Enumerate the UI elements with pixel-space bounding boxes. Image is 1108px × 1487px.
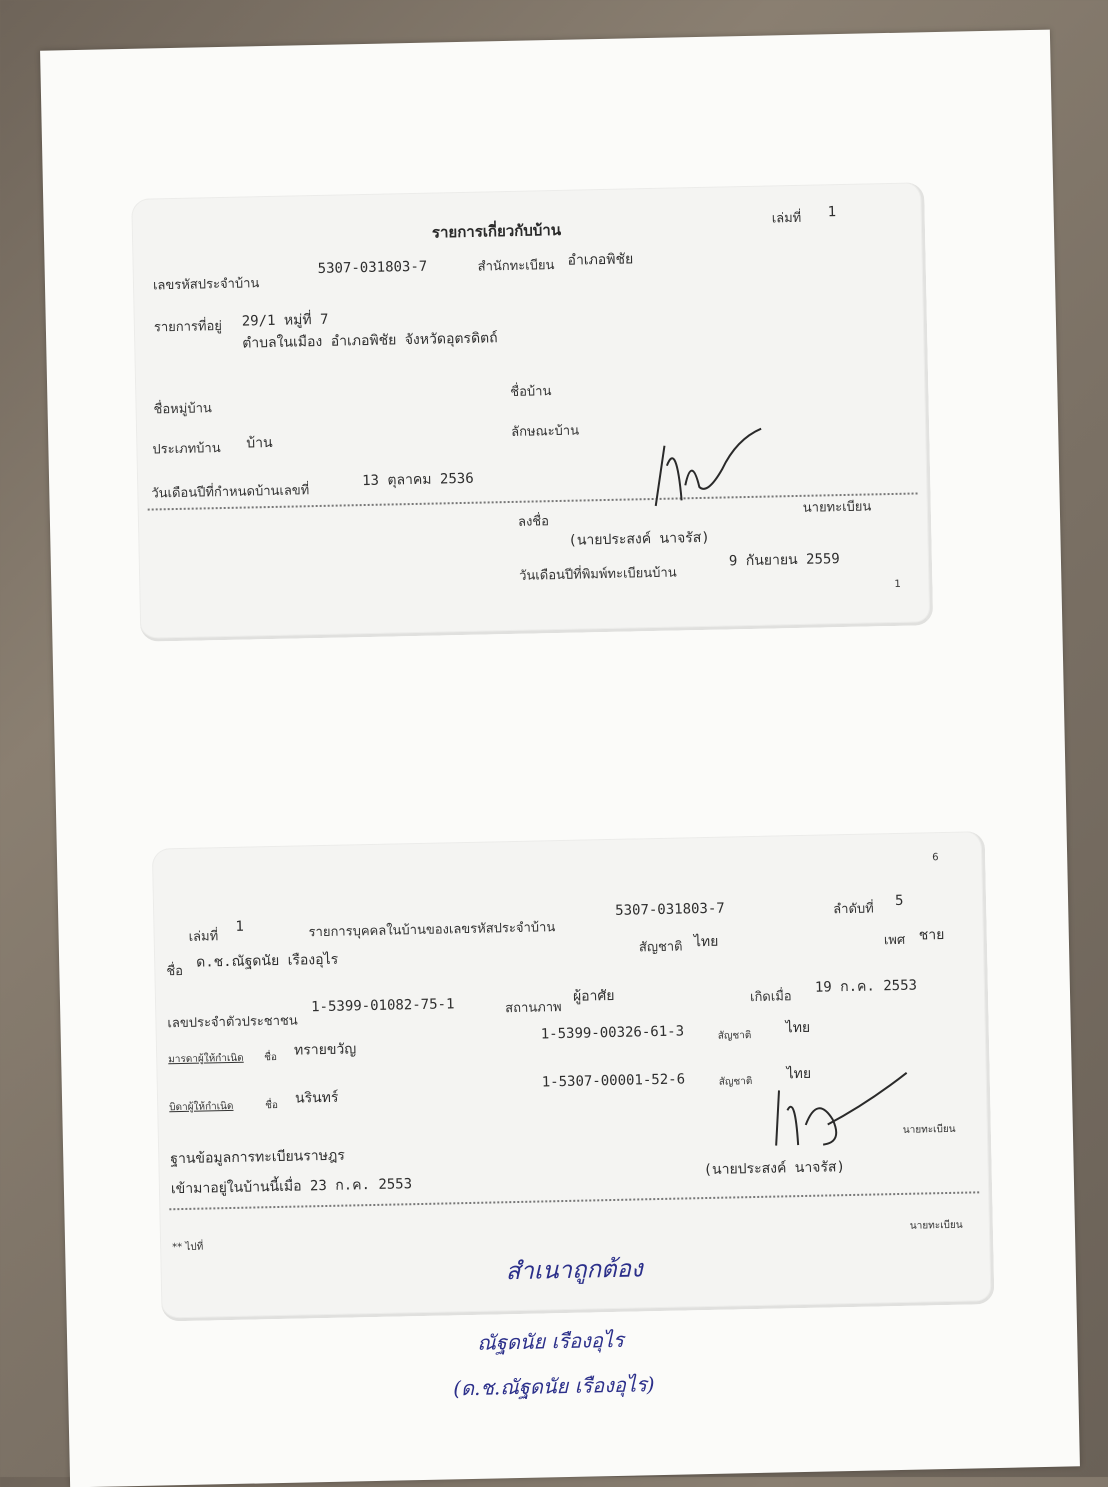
- house-name-label: ชื่อบ้าน: [510, 384, 552, 400]
- house-code: 5307-031803-7: [317, 258, 428, 277]
- house-type-label: ประเภทบ้าน: [152, 441, 221, 458]
- handwritten-signature-full: (ด.ช.ณัฐดนัย เรืองอุไร): [452, 1372, 655, 1401]
- house-feature-label: ลักษณะบ้าน: [511, 423, 580, 440]
- mother-label: มารดาผู้ให้กำเนิด: [168, 1052, 244, 1066]
- sign-label: ลงชื่อ: [517, 514, 550, 530]
- father-name-label: ชื่อ: [265, 1099, 279, 1112]
- father-label: บิดาผู้ให้กำเนิด: [169, 1100, 234, 1114]
- person-details-card: [152, 831, 995, 1321]
- person-registrar-title-bottom: นายทะเบียน: [909, 1219, 963, 1232]
- sex-label: เพศ: [883, 932, 906, 949]
- name-label: ชื่อ: [166, 963, 184, 980]
- date-assigned-label: วันเดือนปีที่กำหนดบ้านเลขที่: [151, 483, 310, 502]
- house-page-no: 1: [894, 578, 901, 590]
- handwritten-signature-name: ณัฐดนัย เรืองอุไร: [476, 1327, 624, 1355]
- born-label: เกิดเมื่อ: [749, 989, 792, 1006]
- village-name-label: ชื่อหมู่บ้าน: [153, 401, 212, 418]
- status: ผู้อาศัย: [572, 987, 615, 1005]
- house-details-card: [131, 182, 933, 642]
- print-date-label: วันเดือนปีที่พิมพ์ทะเบียนบ้าน: [519, 565, 677, 584]
- moved-in: เข้ามาอยู่ในบ้านนี้เมื่อ 23 ก.ค. 2553: [170, 1176, 413, 1198]
- status-label: สถานภาพ: [505, 1000, 562, 1017]
- id-no: 1-5399-01082-75-1: [310, 996, 455, 1016]
- sex: ชาย: [918, 926, 945, 944]
- registrar-office-label: สำนักทะเบียน: [477, 258, 555, 275]
- house-book-no: 1: [827, 204, 837, 221]
- mother-id: 1-5399-00326-61-3: [540, 1023, 685, 1043]
- mother-nationality: ไทย: [785, 1019, 811, 1037]
- nationality: ไทย: [693, 933, 719, 951]
- address-line1: 29/1 หมู่ที่ 7: [241, 311, 329, 330]
- data-source: ฐานข้อมูลการทะเบียนราษฎร: [170, 1147, 345, 1168]
- nationality-label: สัญชาติ: [638, 939, 683, 956]
- person-registrar-title: นายทะเบียน: [902, 1123, 956, 1136]
- father-id: 1-5307-00001-52-6: [541, 1071, 686, 1091]
- house-registrar-name: (นายประสงค์ นาจรัส): [568, 529, 710, 549]
- person-registrar-name: (นายประสงค์ นาจรัส): [703, 1159, 846, 1179]
- moved-to-label: ** ไปที่: [172, 1241, 204, 1254]
- house-type: บ้าน: [246, 434, 273, 452]
- registrar-office: อำเภอพิชัย: [567, 251, 634, 269]
- paper-sheet: [40, 30, 1080, 1487]
- father-nationality-label: สัญชาติ: [718, 1076, 753, 1088]
- order-label: ลำดับที่: [833, 901, 874, 918]
- handwritten-certified: สำเนาถูกต้อง: [505, 1254, 643, 1286]
- id-label: เลขประจำตัวประชาชน: [167, 1013, 298, 1032]
- address-label: รายการที่อยู่: [153, 318, 223, 336]
- person-registrar-signature: [756, 1063, 918, 1156]
- house-registrar-title: นายทะเบียน: [802, 499, 872, 516]
- born: 19 ก.ค. 2553: [814, 977, 918, 996]
- father-nationality: ไทย: [786, 1065, 812, 1083]
- father-name: นรินทร์: [294, 1089, 339, 1107]
- mother-nationality-label: สัญชาติ: [717, 1030, 752, 1042]
- house-card-title: รายการเกี่ยวกับบ้าน: [431, 220, 562, 242]
- person-book-no: 1: [235, 918, 245, 935]
- person-list-label: รายการบุคคลในบ้านของเลขรหัสประจำบ้าน: [308, 920, 556, 941]
- house-book-label: เล่มที่: [771, 210, 802, 227]
- address-line2: ตำบลในเมือง อำเภอพิชัย จังหวัดอุตรดิตถ์: [242, 330, 498, 352]
- order-no: 5: [894, 892, 904, 910]
- person-book-label: เล่มที่: [188, 929, 219, 945]
- mother-name-label: ชื่อ: [264, 1051, 278, 1064]
- person-page-no: 6: [932, 852, 939, 864]
- date-assigned: 13 ตุลาคม 2536: [361, 470, 474, 490]
- house-code-label: เลขรหัสประจำบ้าน: [152, 276, 260, 294]
- person-name: ด.ช.ณัฐดนัย เรืองอุไร: [196, 951, 339, 971]
- mother-name: ทรายขวัญ: [293, 1041, 357, 1059]
- person-house-code: 5307-031803-7: [615, 900, 725, 919]
- house-registrar-signature: [636, 423, 778, 516]
- print-date: 9 กันยายน 2559: [728, 551, 840, 570]
